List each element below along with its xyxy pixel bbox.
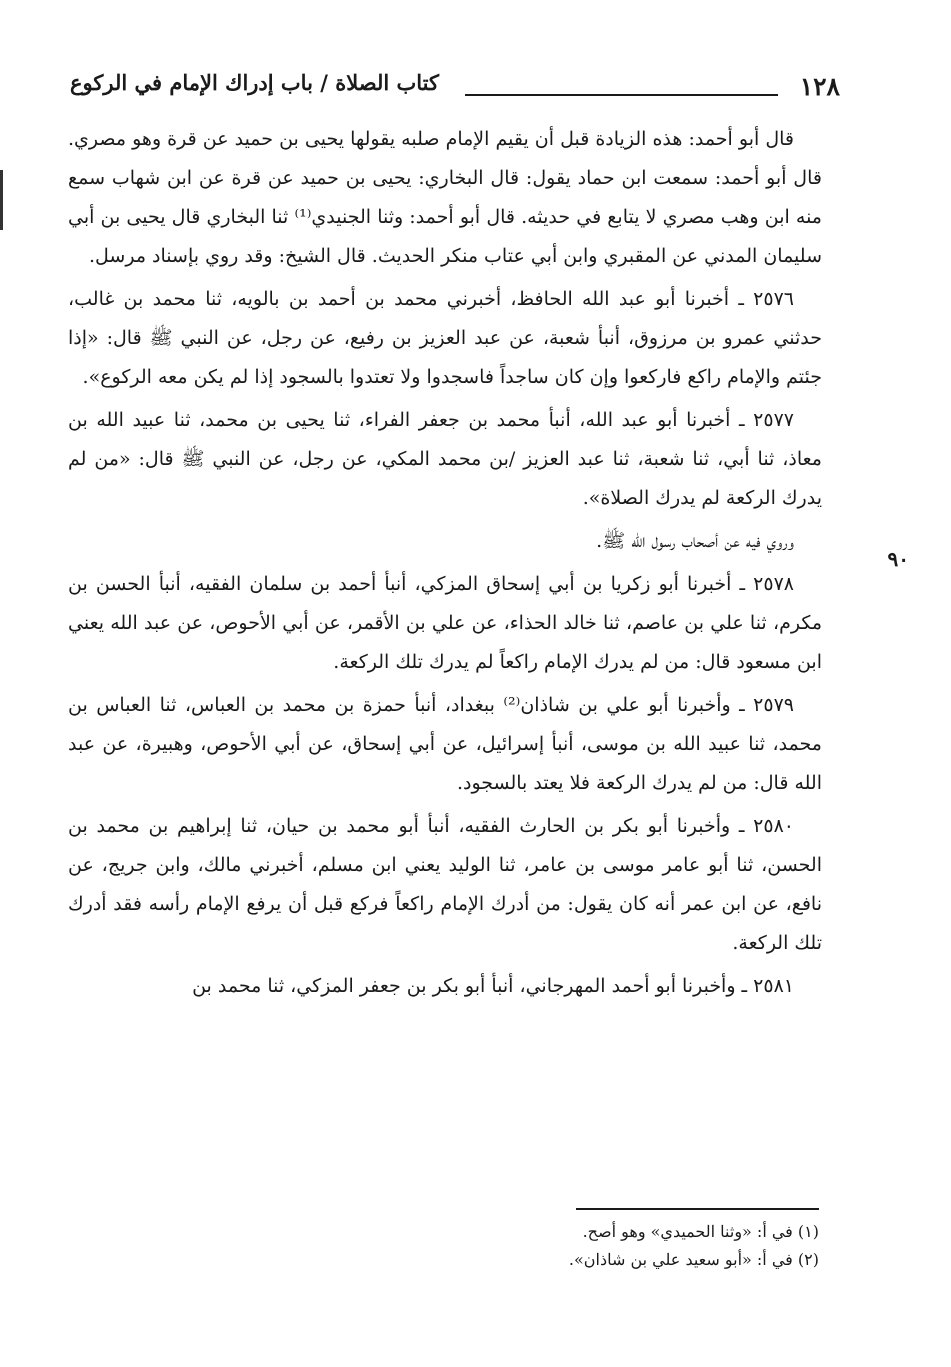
paragraph-hadith-2578: ٢٥٧٨ ـ أخبرنا أبو زكريا بن أبي إسحاق المزكي، أنبأ أحمد بن سلمان الفقيه، أنبأ الحسن بن مكرم، ثنا علي بن عاصم، ثنا خالد الحذاء، عن علي بن الأقمر، عن أبي الأحوص، عن عبد الله يعني ابن مسعود قال: من لم يدرك الإمام راكعاً لم يدرك تلك الركعة. xyxy=(68,573,822,673)
footnote-1: (١) في أ: «وثنا الحميدي» وهو أصح. xyxy=(582,1222,819,1241)
paragraph-hadith-2580: ٢٥٨٠ ـ وأخبرنا أبو بكر بن الحارث الفقيه، أنبأ أبو محمد بن حيان، ثنا إبراهيم بن محمد بن الحسن، ثنا أبو عامر موسى بن عامر، ثنا الوليد يعني ابن مسلم، أخبرني مالك، وابن جريج، عن نافع، عن ابن عمر أنه كان يقول: من أدرك الإمام راكعاً فركع قبل أن يرفع الإمام رأسه فقد أدرك تلك الركعة. xyxy=(68,815,822,954)
paragraph-commentary: قال أبو أحمد: هذه الزيادة قبل أن يقيم الإمام صلبه يقولها يحيى بن حميد عن قرة وهو مصري. قال أبو أحمد: سمعت ابن حماد يقول: قال البخاري: يحيى بن حميد عن قرة عن ابن شهاب سمع منه ابن وهب مصري لا يتابع في حديثه. قال أبو أحمد: وثنا الجنيدي⁽¹⁾ ثنا البخاري قال يحيى بن أبي سليمان المدني عن المقبري وابن أبي عتاب منكر الحديث. قال الشيخ: وقد روي بإسناد مرسل. xyxy=(68,128,822,267)
header-rule xyxy=(465,94,778,96)
paragraph-hadith-2576: ٢٥٧٦ ـ أخبرنا أبو عبد الله الحافظ، أخبرني محمد بن أحمد بن بالويه، ثنا محمد بن غالب، حدثني عمرو بن مرزوق، أنبأ شعبة، عن عبد العزيز بن رفيع، عن رجل، عن النبي ﷺ قال: «إذا جئتم والإمام راكع فاركعوا وإن كان ساجداً فاسجدوا ولا تعتدوا بالسجود إذا لم يكن معه الركوع». xyxy=(68,288,822,388)
main-text xyxy=(68,120,822,1010)
page-edge-mark xyxy=(0,170,3,230)
footnotes xyxy=(319,1218,819,1274)
paragraph-hadith-2577: ٢٥٧٧ ـ أخبرنا أبو عبد الله، أنبأ محمد بن جعفر الفراء، ثنا يحيى بن محمد، ثنا عبيد الله بن معاذ، ثنا أبي، ثنا شعبة، ثنا عبد العزيز /بن محمد المكي، عن رجل، عن النبي ﷺ قال: «من لم يدرك الركعة لم يدرك الصلاة». xyxy=(68,409,822,509)
paragraph-companions-note: وروي فيه عن أصحاب رسول الله ﷺ. xyxy=(596,530,794,552)
paragraph-hadith-2579: ٢٥٧٩ ـ وأخبرنا أبو علي بن شاذان⁽²⁾ ببغداد، أنبأ حمزة بن محمد بن العباس، ثنا العباس بن محمد، ثنا عبيد الله بن موسى، أنبأ إسرائيل، عن أبي إسحاق، عن أبي الأحوص، وهبيرة، عن عبد الله قال: من لم يدرك الركعة فلا يعتد بالسجود. xyxy=(68,694,822,794)
footnote-separator xyxy=(576,1208,819,1210)
page-number: ١٢٨ xyxy=(799,72,840,101)
running-title: كتاب الصلاة / باب إدراك الإمام في الركوع xyxy=(70,70,440,95)
paragraph-hadith-2581: ٢٥٨١ ـ وأخبرنا أبو أحمد المهرجاني، أنبأ أبو بكر بن جعفر المزكي، ثنا محمد بن xyxy=(192,975,794,997)
footnote-2: (٢) في أ: «أبو سعيد علي بن شاذان». xyxy=(568,1250,819,1269)
page-header xyxy=(70,66,840,110)
margin-page-number: ٩٠ xyxy=(887,547,909,571)
